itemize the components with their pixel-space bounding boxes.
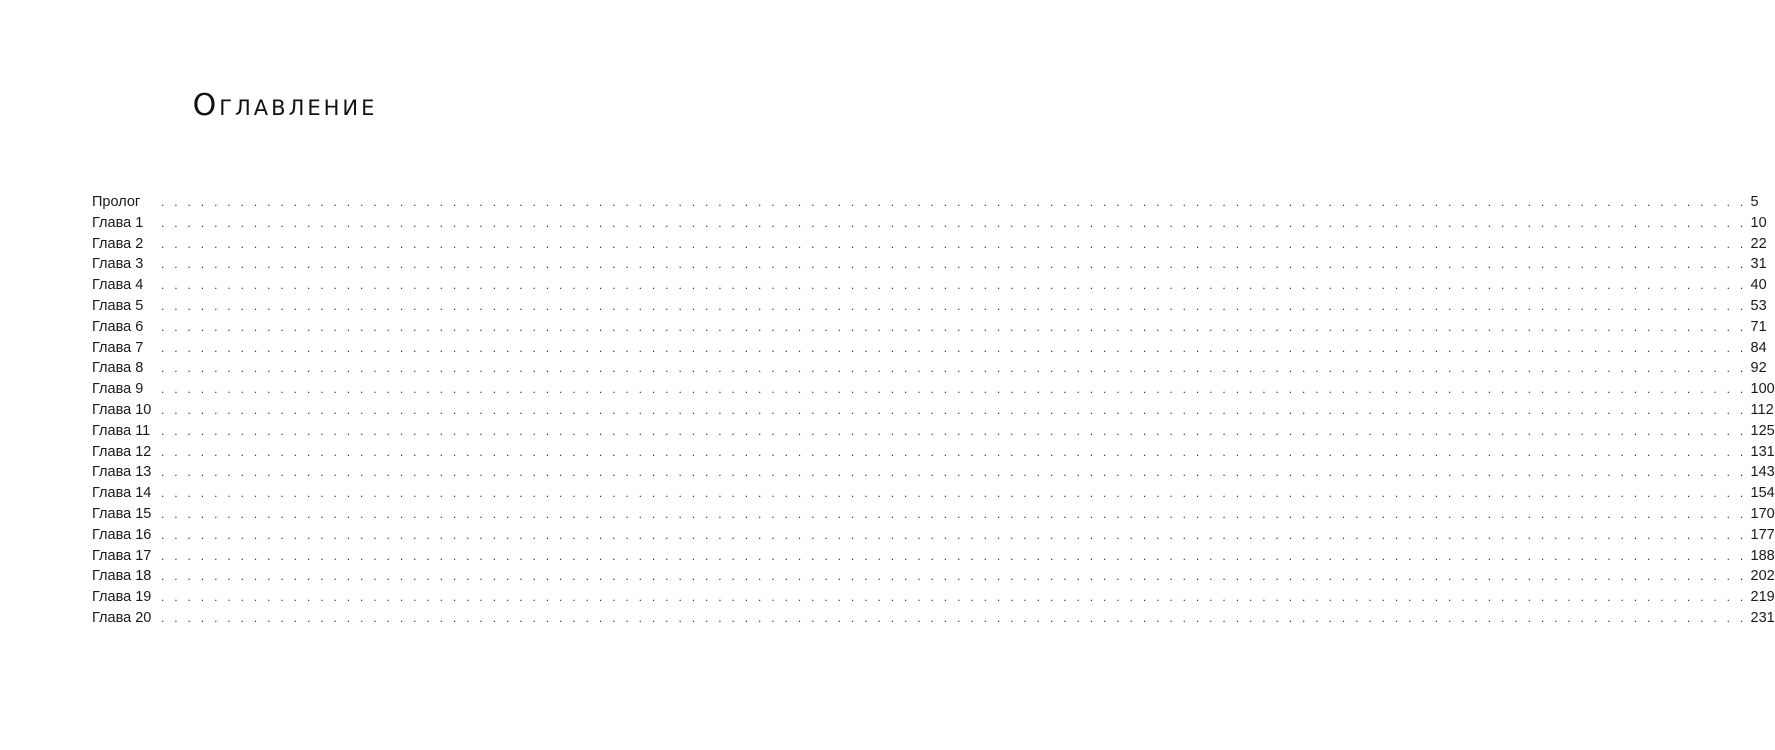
toc-entry[interactable]	[92, 234, 1767, 255]
toc-entry-page-number: 202	[1750, 568, 1775, 585]
toc-entry-label: Глава 20	[92, 609, 152, 626]
toc-entry[interactable]	[92, 462, 1775, 483]
toc-entry-page-number: 71	[1750, 318, 1767, 335]
toc-entry-label: Глава 7	[92, 339, 144, 356]
toc-entry[interactable]	[92, 525, 1775, 546]
toc-entry-label: Глава 11	[92, 422, 151, 439]
toc-entry-label: Глава 18	[92, 568, 152, 585]
dot-leader: . . . . . . . . . . . . . . . . . . . . . . . . . . . . . . . . . . . . . . . . . . . . . . . . . . . . . . . . . . . . . . . . . . . . . . . . . . . . . . . . . . . . . . . . . . . . . . . . . . . . . . . . . . . . . . . . . . . . . . . .	[161, 610, 1747, 625]
toc-entry-page-number: 84	[1750, 339, 1767, 356]
toc-entry-label: Пролог	[92, 194, 141, 210]
toc-entry-label: Глава 4	[92, 277, 144, 294]
toc-entry-page-number: 100	[1750, 381, 1775, 398]
toc-entry[interactable]	[92, 442, 1775, 463]
toc-entry[interactable]	[92, 213, 1767, 234]
dot-leader: . . . . . . . . . . . . . . . . . . . . . . . . . . . . . . . . . . . . . . . . . . . . . . . . . . . . . . . . . . . . . . . . . . . . . . . . . . . . . . . . . . . . . . . . . . . . . . . . . . . . . . . . . . . . . . . . . . . . . . . .	[161, 486, 1747, 501]
dot-leader: . . . . . . . . . . . . . . . . . . . . . . . . . . . . . . . . . . . . . . . . . . . . . . . . . . . . . . . . . . . . . . . . . . . . . . . . . . . . . . . . . . . . . . . . . . . . . . . . . . . . . . . . . . . . . . . . . . . . . . . .	[161, 278, 1747, 293]
toc-entry-label: Глава 13	[92, 464, 152, 481]
toc-entry[interactable]	[92, 483, 1775, 504]
toc-entry-page-number: 143	[1750, 464, 1775, 481]
toc-entry-label: Глава 10	[92, 401, 152, 418]
dot-leader: . . . . . . . . . . . . . . . . . . . . . . . . . . . . . . . . . . . . . . . . . . . . . . . . . . . . . . . . . . . . . . . . . . . . . . . . . . . . . . . . . . . . . . . . . . . . . . . . . . . . . . . . . . . . . . . . . . . . . . . .	[161, 590, 1747, 605]
toc-entry[interactable]	[92, 400, 1774, 421]
toc-entry[interactable]	[92, 254, 1767, 275]
toc-entry-page-number: 5	[1750, 194, 1759, 210]
toc-entry-label: Глава 9	[92, 381, 144, 398]
toc-entry[interactable]	[92, 192, 1759, 213]
dot-leader: . . . . . . . . . . . . . . . . . . . . . . . . . . . . . . . . . . . . . . . . . . . . . . . . . . . . . . . . . . . . . . . . . . . . . . . . . . . . . . . . . . . . . . . . . . . . . . . . . . . . . . . . . . . . . . . . . . . . . . . .	[161, 236, 1747, 251]
toc-entry-label: Глава 5	[92, 297, 144, 314]
toc-entry-page-number: 154	[1750, 485, 1775, 502]
toc-entry[interactable]	[92, 608, 1775, 629]
dot-leader: . . . . . . . . . . . . . . . . . . . . . . . . . . . . . . . . . . . . . . . . . . . . . . . . . . . . . . . . . . . . . . . . . . . . . . . . . . . . . . . . . . . . . . . . . . . . . . . . . . . . . . . . . . . . . . . . . . . . . . . .	[161, 444, 1747, 459]
toc-entry-page-number: 53	[1750, 297, 1767, 314]
toc-entry-label: Глава 17	[92, 547, 152, 564]
dot-leader: . . . . . . . . . . . . . . . . . . . . . . . . . . . . . . . . . . . . . . . . . . . . . . . . . . . . . . . . . . . . . . . . . . . . . . . . . . . . . . . . . . . . . . . . . . . . . . . . . . . . . . . . . . . . . . . . . . . . . . . .	[161, 257, 1747, 272]
dot-leader: . . . . . . . . . . . . . . . . . . . . . . . . . . . . . . . . . . . . . . . . . . . . . . . . . . . . . . . . . . . . . . . . . . . . . . . . . . . . . . . . . . . . . . . . . . . . . . . . . . . . . . . . . . . . . . . . . . . . . . . .	[161, 298, 1747, 313]
toc-entry-label: Глава 12	[92, 443, 152, 460]
toc-entry-page-number: 131	[1750, 443, 1775, 460]
toc-entry[interactable]	[92, 379, 1775, 400]
toc-entry-label: Глава 6	[92, 318, 144, 335]
toc-entry-page-number: 10	[1750, 214, 1767, 231]
toc-entry[interactable]	[92, 546, 1775, 567]
toc-entry-label: Глава 1	[92, 214, 144, 231]
dot-leader: . . . . . . . . . . . . . . . . . . . . . . . . . . . . . . . . . . . . . . . . . . . . . . . . . . . . . . . . . . . . . . . . . . . . . . . . . . . . . . . . . . . . . . . . . . . . . . . . . . . . . . . . . . . . . . . . . . . . . . . .	[161, 215, 1747, 230]
toc-entry-page-number: 177	[1750, 526, 1775, 543]
toc-entry[interactable]	[92, 275, 1767, 296]
toc-entry-label: Глава 8	[92, 360, 144, 377]
toc-entry[interactable]	[92, 587, 1775, 608]
dot-leader: . . . . . . . . . . . . . . . . . . . . . . . . . . . . . . . . . . . . . . . . . . . . . . . . . . . . . . . . . . . . . . . . . . . . . . . . . . . . . . . . . . . . . . . . . . . . . . . . . . . . . . . . . . . . . . . . . . . . . . . .	[161, 382, 1747, 397]
dot-leader: . . . . . . . . . . . . . . . . . . . . . . . . . . . . . . . . . . . . . . . . . . . . . . . . . . . . . . . . . . . . . . . . . . . . . . . . . . . . . . . . . . . . . . . . . . . . . . . . . . . . . . . . . . . . . . . . . . . . . . . .	[161, 569, 1747, 584]
dot-leader: . . . . . . . . . . . . . . . . . . . . . . . . . . . . . . . . . . . . . . . . . . . . . . . . . . . . . . . . . . . . . . . . . . . . . . . . . . . . . . . . . . . . . . . . . . . . . . . . . . . . . . . . . . . . . . . . . . . . . . . .	[161, 361, 1747, 376]
toc-entry-page-number: 219	[1750, 589, 1775, 606]
toc-entry-label: Глава 2	[92, 235, 144, 252]
toc-entry-label: Глава 19	[92, 589, 152, 606]
toc-entry[interactable]	[92, 504, 1775, 525]
toc-entry[interactable]	[92, 358, 1767, 379]
toc-entry[interactable]	[92, 338, 1767, 359]
toc-entry-page-number: 125	[1750, 422, 1775, 439]
dot-leader: . . . . . . . . . . . . . . . . . . . . . . . . . . . . . . . . . . . . . . . . . . . . . . . . . . . . . . . . . . . . . . . . . . . . . . . . . . . . . . . . . . . . . . . . . . . . . . . . . . . . . . . . . . . . . . . . . . . . . . . .	[161, 195, 1747, 209]
toc-entry-page-number: 92	[1750, 360, 1767, 377]
toc-entry[interactable]	[92, 317, 1767, 338]
dot-leader: . . . . . . . . . . . . . . . . . . . . . . . . . . . . . . . . . . . . . . . . . . . . . . . . . . . . . . . . . . . . . . . . . . . . . . . . . . . . . . . . . . . . . . . . . . . . . . . . . . . . . . . . . . . . . . . . . . . . . . . .	[161, 527, 1747, 542]
toc-entry[interactable]	[92, 296, 1767, 317]
dot-leader: . . . . . . . . . . . . . . . . . . . . . . . . . . . . . . . . . . . . . . . . . . . . . . . . . . . . . . . . . . . . . . . . . . . . . . . . . . . . . . . . . . . . . . . . . . . . . . . . . . . . . . . . . . . . . . . . . . . . . . . .	[161, 506, 1747, 521]
table-of-contents	[92, 192, 1775, 629]
toc-entry-page-number: 170	[1750, 505, 1775, 522]
dot-leader: . . . . . . . . . . . . . . . . . . . . . . . . . . . . . . . . . . . . . . . . . . . . . . . . . . . . . . . . . . . . . . . . . . . . . . . . . . . . . . . . . . . . . . . . . . . . . . . . . . . . . . . . . . . . . . . . . . . . . . . .	[161, 548, 1747, 563]
page-title: Оглавление	[192, 88, 378, 123]
dot-leader: . . . . . . . . . . . . . . . . . . . . . . . . . . . . . . . . . . . . . . . . . . . . . . . . . . . . . . . . . . . . . . . . . . . . . . . . . . . . . . . . . . . . . . . . . . . . . . . . . . . . . . . . . . . . . . . . . . . . . . . .	[161, 319, 1747, 334]
toc-entry-page-number: 31	[1750, 256, 1767, 273]
dot-leader: . . . . . . . . . . . . . . . . . . . . . . . . . . . . . . . . . . . . . . . . . . . . . . . . . . . . . . . . . . . . . . . . . . . . . . . . . . . . . . . . . . . . . . . . . . . . . . . . . . . . . . . . . . . . . . . . . . . . . . . .	[161, 423, 1747, 438]
dot-leader: . . . . . . . . . . . . . . . . . . . . . . . . . . . . . . . . . . . . . . . . . . . . . . . . . . . . . . . . . . . . . . . . . . . . . . . . . . . . . . . . . . . . . . . . . . . . . . . . . . . . . . . . . . . . . . . . . . . . . . . .	[161, 340, 1747, 355]
toc-entry-page-number: 112	[1750, 401, 1774, 418]
dot-leader: . . . . . . . . . . . . . . . . . . . . . . . . . . . . . . . . . . . . . . . . . . . . . . . . . . . . . . . . . . . . . . . . . . . . . . . . . . . . . . . . . . . . . . . . . . . . . . . . . . . . . . . . . . . . . . . . . . . . . . . .	[161, 465, 1747, 480]
dot-leader: . . . . . . . . . . . . . . . . . . . . . . . . . . . . . . . . . . . . . . . . . . . . . . . . . . . . . . . . . . . . . . . . . . . . . . . . . . . . . . . . . . . . . . . . . . . . . . . . . . . . . . . . . . . . . . . . . . . . . . . .	[161, 402, 1747, 417]
toc-entry[interactable]	[92, 421, 1775, 442]
toc-entry[interactable]	[92, 566, 1775, 587]
toc-entry-label: Глава 16	[92, 526, 152, 543]
toc-entry-label: Глава 3	[92, 256, 144, 273]
toc-entry-page-number: 231	[1750, 609, 1775, 626]
toc-entry-label: Глава 14	[92, 485, 152, 502]
toc-entry-label: Глава 15	[92, 505, 152, 522]
toc-entry-page-number: 22	[1750, 235, 1767, 252]
toc-entry-page-number: 40	[1750, 277, 1767, 294]
toc-entry-page-number: 188	[1750, 547, 1775, 564]
